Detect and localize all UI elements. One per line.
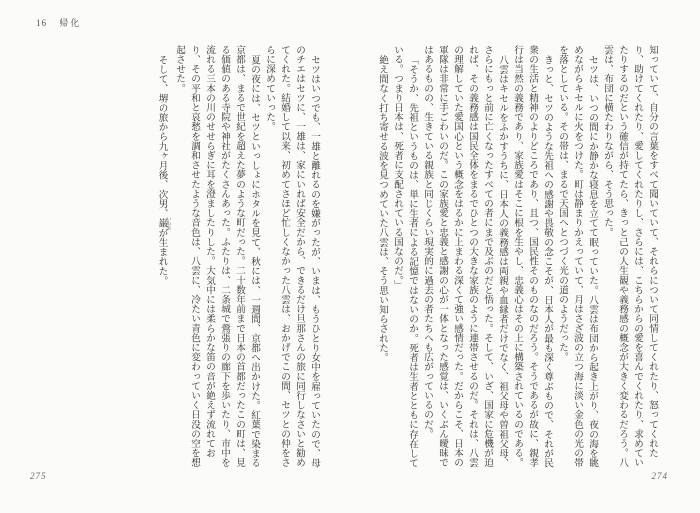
paragraph: きっと、セツのような先祖への感謝や畏敬の念こそが、日本人が最も深く尊ぶもので、それが民衆の生活と精神のよりどころであり、且つ、国民性そのものなのだろう。そうであるが故に、親孝行は当然の義務であり、家族愛はそこに根を生やし、忠義心はその上に構築されているのである。	[512, 45, 553, 468]
paragraph-text: が生まれた。	[156, 227, 168, 286]
paragraph: 夏の夜には、セツといっしょにホタルを見て、秋には、一週間、京都へ出かけた。紅葉で染まる京都は、まるで世紀を超えた夢のような町だった。二十数年前まで日本の首都だったこの町は、見る価値のある寺院や神社がたくさんあった。ふたりは、二条城で鶯張りの廊下を歩いたり、市中を流れる三本の川のせせらぎに耳を澄ましたりした。大気中には柔らかな笛の音が絶えず流れており、その平和と哀愁を調和させたような音色は、八雲に、冷たい青色に変わっていく日没の空を想起させた。	[174, 45, 260, 468]
page-275-text-block	[146, 45, 322, 469]
page-number-left: 275	[30, 471, 47, 481]
paragraph: 八雲はキセルをふかすうちに、日本人の義務感は両親や血縁者だけでなく、祖父母や曽祖父母、さらにもっと前に亡くなったすべての者にまで及ぶのだと悟った。そして、いざ、国家に危機が迫れば、その義務感は国民全体をまるでひとつの大きな家族のように連帯させるのだ。それは、八雲の理解していた愛国心という概念をはるかに上まわる深くて強い感情だった。だからこそ、日本の軍隊は非常に手ごわいのだ。この家族愛と忠義と感謝の心が一体となった感覚は、いくぶん曖昧ではあるものの、生きている親族と同じくらい現実的に過去の者たちへも広がっているのだ。	[422, 45, 508, 468]
page-number-right: 274	[651, 471, 668, 481]
paragraph: 絶え間なく打ち寄せる波を見つめていた八雲は、そう思い知らされた。	[377, 54, 388, 362]
paragraph: 「そうか、先祖というものは、単に生者による記憶ではないのか。死者は生者とともに存在している。つまり日本は、死者に支配されている国なのだ。」	[392, 45, 418, 468]
ruby-furigana: いわお	[167, 215, 172, 230]
page-274-text-block	[370, 45, 660, 469]
paragraph-text: そして、堺の旅から九ヶ月後、次男、	[156, 54, 168, 218]
paragraph: セツは、いつの間にか静かな寝息を立てて眠っていた。八雲は布団から起き上がり、夜の海を眺めながらキセルに火をつけた。町は静まりかえっていて、月はさざ波の立つ海に淡い金色の光の帯を落としている。その帯は、まるで天国へとつづく光の道のようだった。	[557, 45, 598, 468]
paragraph	[155, 45, 173, 469]
paragraph: 知っていて、自分の言葉をすべて聞いていて、それらについて同情してくれたり、怒ってくれたり、助けてくれたり、愛してくれたりし、さらには、こちらからの愛を喜んでくれたり、求めていたりするのだという確信が持てたら、きっと己の人生観や義務感の概念が大きく変わるだろう。八雲は、布団に横たわりながら、そう思った。	[602, 45, 658, 468]
ruby-base: 巌	[156, 215, 168, 230]
paragraph: セツはいつでも、一雄と離れるのを嫌がったが、いまは、もうひとり女中を雇っていたので、母のチエはセツに、一雄は、家にいれば安全だから、できるだけ旦那さんの旅に同行しなさいと勧めてくれた。結婚して以来、初めてさほど忙しくなかった八雲は、おかげでこの間、セツとの仲をさらに深めていった。	[264, 45, 320, 468]
ruby-iwao	[156, 215, 172, 230]
chapter-header	[36, 16, 81, 29]
chapter-title: 帰化	[59, 18, 82, 28]
chapter-number: 16	[36, 18, 47, 28]
